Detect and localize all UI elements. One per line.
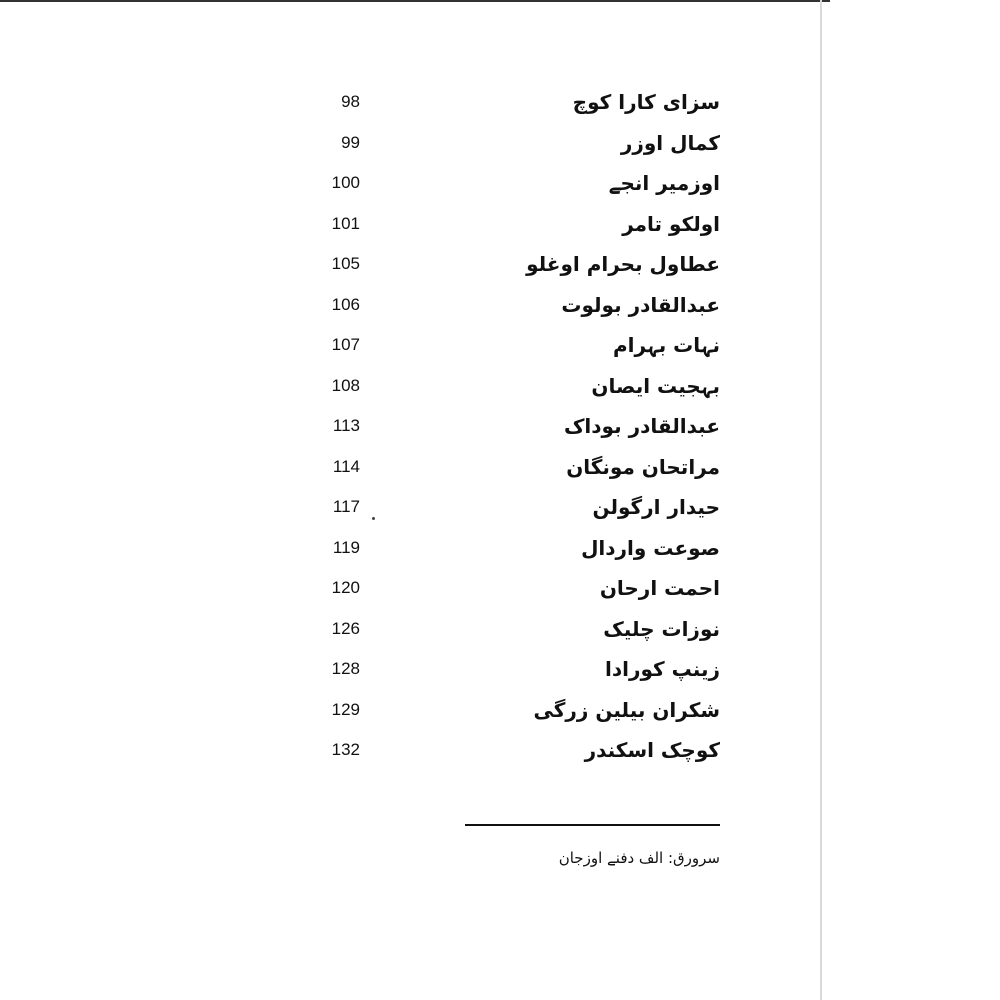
toc-entry-page-number: 132	[331, 740, 360, 759]
toc-entry-title: مراتحان مونگان	[566, 454, 720, 479]
toc-entry	[300, 447, 720, 488]
toc-entry-title: عبدالقادر بوداک	[563, 414, 720, 438]
toc-entry-title: حیدار ارگولن	[592, 495, 720, 519]
toc-entry	[300, 285, 720, 326]
toc-entry-title: صوعت واردال	[581, 535, 720, 560]
toc-entry-title: اولکو تامر	[622, 211, 720, 236]
toc-entry-page-number: 126	[331, 618, 360, 638]
toc-entry-page-number: 101	[331, 213, 360, 233]
toc-entry	[300, 406, 720, 447]
toc-entry-title: کوچک اسکندر	[584, 738, 720, 762]
toc-entry-page-number: 113	[332, 416, 360, 435]
page-top-edge	[0, 0, 830, 2]
toc-entry	[300, 163, 720, 204]
toc-entry	[300, 528, 720, 569]
toc-entry-page-number: 120	[331, 578, 360, 597]
toc-entry	[300, 730, 720, 771]
toc-entry-page-number: 107	[331, 335, 360, 354]
toc-entry	[300, 204, 720, 245]
toc-entry	[300, 244, 720, 285]
footer-divider	[465, 824, 720, 826]
toc-entry-page-number: 100	[331, 173, 360, 192]
cover-credit: سرورق: الف دفنے اوزجان	[558, 849, 720, 867]
toc-entry-title: کمال اوزر	[620, 130, 720, 155]
toc-entry-page-number: 128	[331, 659, 360, 678]
toc-entry-title: نہات بہرام	[613, 333, 720, 357]
toc-entry	[300, 366, 720, 407]
page-right-edge	[820, 0, 822, 1000]
toc-entry-page-number: 98	[341, 92, 360, 111]
toc-entry	[300, 325, 720, 366]
toc-entry-title: نوزات چلیک	[603, 616, 720, 641]
toc-entry-title: سزای کارا کوچ	[572, 90, 720, 114]
toc-entry-page-number: 117	[332, 497, 360, 516]
toc-entry-page-number: 129	[331, 699, 360, 719]
table-of-contents	[300, 82, 720, 771]
toc-entry-page-number: 106	[331, 294, 360, 314]
toc-entry-title: زینپ کورادا	[605, 657, 720, 681]
toc-entry-title: بہجیت ایصان	[591, 373, 720, 398]
toc-entry	[300, 690, 720, 731]
toc-entry	[300, 609, 720, 650]
toc-entry-title: عطاول بحرام اوغلو	[526, 252, 720, 276]
toc-entry	[300, 123, 720, 164]
toc-entry-page-number: 99	[341, 132, 360, 152]
toc-entry	[300, 649, 720, 690]
toc-entry-title: احمت ارحان	[599, 576, 720, 600]
toc-entry-page-number: 114	[332, 456, 360, 476]
toc-entry-page-number: 105	[331, 254, 360, 273]
toc-entry-title: اوزمیر انجے	[608, 171, 720, 195]
toc-entry-title: عبدالقادر بولوت	[561, 292, 720, 317]
toc-entry	[300, 568, 720, 609]
toc-entry	[300, 82, 720, 123]
toc-entry-title: شکران بیلین زرگی	[533, 697, 720, 722]
toc-entry-page-number: 119	[332, 537, 360, 557]
toc-entry-page-number: 108	[331, 375, 360, 395]
toc-entry	[300, 487, 720, 528]
